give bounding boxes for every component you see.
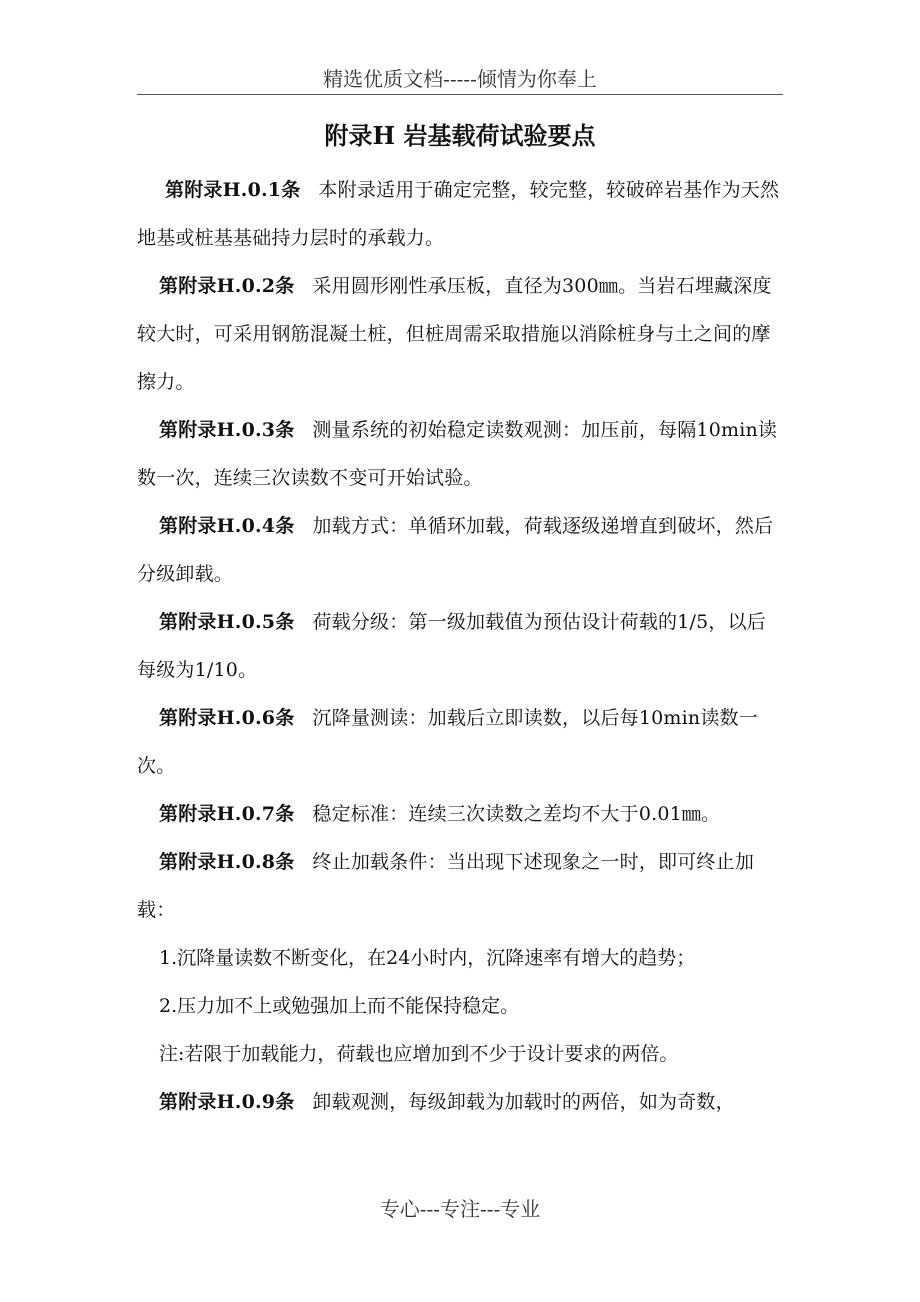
clause-text: 采用圆形刚性承压板，直径为300㎜。当岩石埋藏深度较大时，可采用钢筋混凝土桩，但桩周需采取措施以消除桩身与土之间的摩擦力。 <box>137 275 772 393</box>
clause-text: 沉降量测读：加载后立即读数，以后每10min读数一次。 <box>137 707 758 777</box>
clause-h05 <box>137 598 783 694</box>
clause-h01 <box>137 166 783 262</box>
clause-text: 加载方式：单循环加载，荷载逐级递增直到破坏，然后分级卸载。 <box>137 515 774 585</box>
page-footer: 专心---专注---专业 <box>379 1197 541 1221</box>
clause-label: 第附录H.0.6条 <box>159 707 295 729</box>
clause-text: 稳定标准：连续三次读数之差均不大于0.01㎜。 <box>312 803 721 825</box>
clause-text: 荷载分级：第一级加载值为预估设计荷载的1/5，以后每级为1/10。 <box>137 611 767 681</box>
clause-h04 <box>137 502 783 598</box>
clause-h08 <box>137 838 783 934</box>
clause-text: 卸载观测，每级卸载为加载时的两倍，如为奇数， <box>312 1091 735 1113</box>
document-title: 附录H 岩基载荷试验要点 <box>324 121 596 150</box>
clause-label: 第附录H.0.5条 <box>159 611 295 633</box>
clause-label: 第附录H.0.1条 <box>165 179 301 201</box>
clause-text: 本附录适用于确定完整，较完整，较破碎岩基作为天然地基或桩基基础持力层时的承载力。 <box>137 179 780 249</box>
document-body <box>137 166 783 1126</box>
clause-h07 <box>137 790 783 838</box>
clause-label: 第附录H.0.4条 <box>159 515 295 537</box>
condition-item-1: 1.沉降量读数不断变化，在24小时内，沉降速率有增大的趋势； <box>159 947 696 969</box>
clause-h06 <box>137 694 783 790</box>
condition-item-2: 2.压力加不上或勉强加上而不能保持稳定。 <box>159 995 520 1017</box>
clause-h09 <box>137 1078 783 1126</box>
clause-label: 第附录H.0.8条 <box>159 851 295 873</box>
page-header: 精选优质文档-----倾情为你奉上 <box>323 67 597 91</box>
clause-label: 第附录H.0.9条 <box>159 1091 295 1113</box>
clause-text: 测量系统的初始稳定读数观测：加压前，每隔10min读数一次，连续三次读数不变可开始试验。 <box>137 419 778 489</box>
clause-h02 <box>137 262 783 406</box>
clause-label: 第附录H.0.2条 <box>159 275 295 297</box>
clause-h03 <box>137 406 783 502</box>
note-text: 注:若限于加载能力，荷载也应增加到不少于设计要求的两倍。 <box>159 1043 679 1065</box>
clause-label: 第附录H.0.7条 <box>159 803 295 825</box>
header-divider <box>137 94 783 95</box>
clause-text: 终止加载条件：当出现下述现象之一时，即可终止加载： <box>137 851 755 921</box>
clause-label: 第附录H.0.3条 <box>159 419 295 441</box>
